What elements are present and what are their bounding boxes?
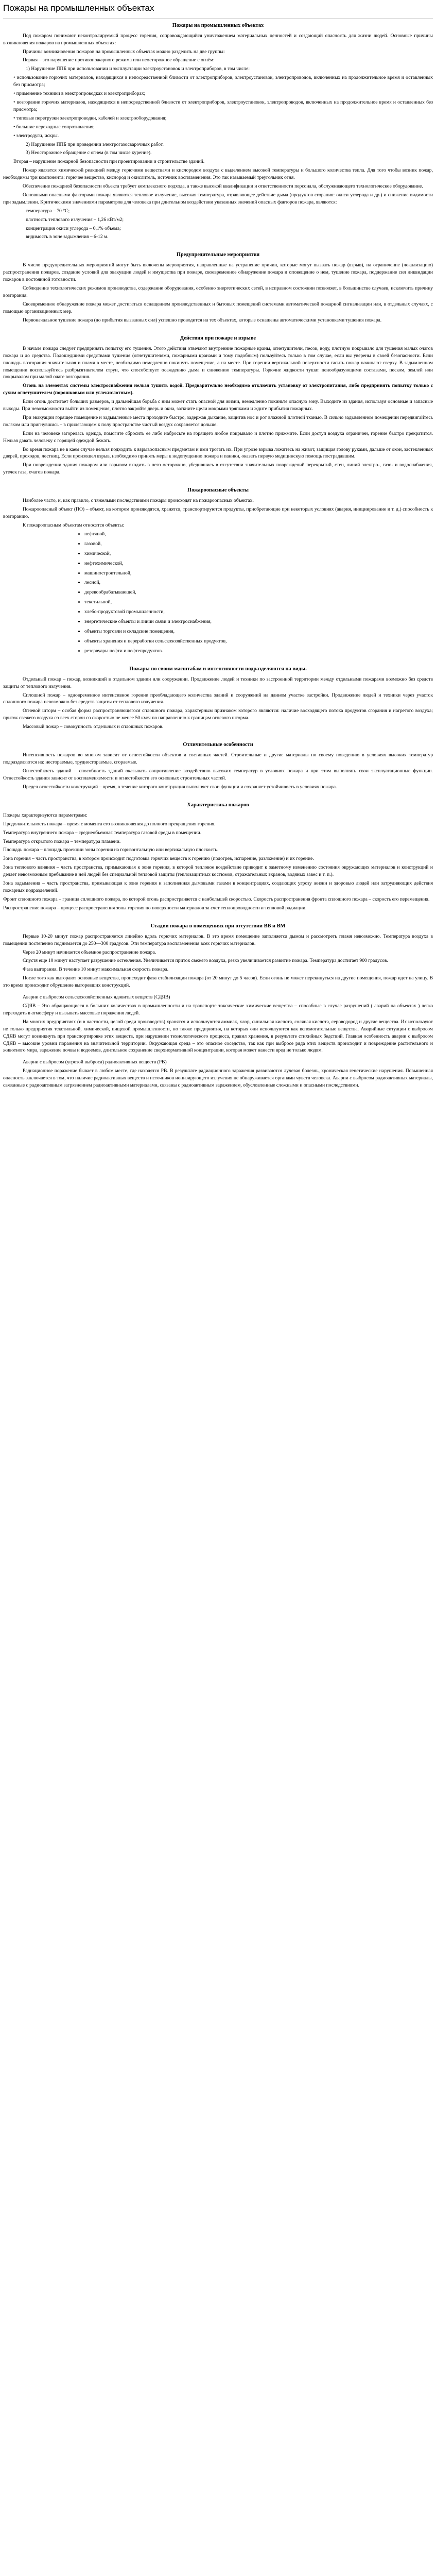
- paragraph: 1) Нарушение ППБ при использовании и эксплуатации электроустановок и электроприборов, в том числе:: [26, 66, 250, 72]
- section-hazardous-substances: [3, 994, 433, 1089]
- section-fire-types: [3, 676, 433, 731]
- paragraph: Температура открытого пожара – температура пламени.: [3, 838, 121, 844]
- section-heading-industrial-fires: Пожары на промышленных объектах: [172, 22, 264, 28]
- paragraph: Сплошной пожар – одновременное интенсивное горение преобладающего количества зданий и сооружений на данном участке застройки. Продвижение людей и техники через участок сплошного пожара невозможно без средств защиты от теплового излучения.: [3, 692, 433, 705]
- paragraph: Предел огнестойкости конструкций – время, в течение которого конструкция выполняет свои функции и сохраняет устойчивость в условиях пожара.: [23, 784, 337, 790]
- paragraph: Зона горения – часть пространства, в котором происходит подготовка горючих веществ к горению (подогрев, испарение, разложение) и их горение.: [3, 856, 314, 862]
- list-item: • газовой,: [84, 540, 433, 548]
- paragraph: Огнестойкость зданий – способность зданий оказывать сопротивление воздействию высоких температур в условиях пожара и при этом выполнять свои эксплуатационные функции. Огнестойкость здания зависит от воспламеняемости и огнестойкости его основных строительных частей.: [3, 768, 433, 781]
- paragraph: • возгорание горючих материалов, находящихся в непосредственной близости от электроприборов, электроустановок, электропроводов, включенных на продолжительное время и оставленных без присмотра;: [13, 99, 433, 112]
- section-fire-stages: [3, 933, 433, 989]
- paragraph: Если на человеке загорелась одежда, помогите сбросить ее либо набросьте на горящего любое покрывало и плотно прижмите. Если доступ воздуха ограничен, горение быстро прекратится. Нельзя давать человеку с горящей одеждой бежать.: [3, 430, 433, 444]
- paragraph: Огонь на элементах системы электроснабжения нельзя тушить водой. Предварительно необходимо отключить установку от электропитания, либо предпринять попытку только с сухим огнетушителем (порошковым или углекислотным).: [3, 383, 433, 396]
- list-item: • хлебо-продуктовой промышленности,: [84, 608, 433, 616]
- list-item: • нефтехимической,: [84, 560, 433, 567]
- paragraph: Фаза выгорания. В течение 10 минут максимальная скорость пожара.: [23, 967, 169, 973]
- list-item: • нефтяной,: [84, 531, 433, 538]
- paragraph: Зона теплового влияния – часть пространства, примыкающая к зоне горения, в которой тепловое воздействие приводит к заметному изменению состояния окружающих материалов и конструкций и делает невозможным пребывание в ней людей без специальной тепловой защиты (теплозащитных костюмов, отражательных экранов, водяных завес и т. п.).: [3, 865, 433, 878]
- paragraph: 2) Нарушение ППБ при проведении электрогазосварочных работ.: [26, 141, 164, 147]
- list-item: • объекты хранения и переработки сельскохозяйственных продуктов,: [84, 638, 433, 645]
- paragraph: Наиболее часто, и, как правило, с тяжелыми последствиями пожары происходят на пожароопасных объектах.: [23, 498, 254, 504]
- paragraph: К пожароопасным объектам относятся объекты:: [23, 522, 125, 528]
- list-item: • химической,: [84, 550, 433, 557]
- paragraph: Обеспечение пожарной безопасности объекта требует комплексного подхода, а также высокой квалификации и ответственности персонала, обслуживающего технологическое оборудование.: [23, 183, 423, 190]
- paragraph: При повреждении здания пожаром или взрывом входить в него осторожно, убедившись в отсутствии значительных повреждений перекрытий, стен, линий электро-, газо- и водоснабжения, утечек газа, очагов пожара.: [3, 462, 433, 476]
- section-industrial-fires: [3, 32, 433, 241]
- paragraph: температура – 70 °С;: [26, 208, 70, 214]
- section-characteristics: [3, 812, 433, 912]
- paragraph: Соблюдение технологических режимов производства, содержание оборудования, особенно энергетических сетей, в исправном состоянии позволяет, в большинстве случаев, исключить причину возгорания.: [3, 285, 433, 299]
- paragraph: Аварии с выбросом сельскохозяйственных ядовитых веществ (СДЯВ): [23, 994, 170, 1001]
- paragraph: Если огонь достигает больших размеров, и дальнейшая борьба с ним может стать опасной для жизни, немедленно покиньте опасную зону. Выходите из здания, используя основные и запасные выходы. При невозможности выйти из помещения, плотно закройте дверь и окна, заткните щели мокрыми тряпками и ждите прибытия пожарных.: [3, 399, 433, 412]
- paragraph: Интенсивность пожаров во многом зависит от огнестойкости объектов и составных частей. Строительные и другие материалы по своему поведению в условиях высоких температур подразделяются на: несгораемые, трудносгораемые, сгораемые.: [3, 752, 433, 766]
- paragraph: Причины возникновения пожаров на промышленных объектах можно разделить на две группы:: [23, 48, 225, 55]
- paragraph: В число предупредительных мероприятий могут быть включены мероприятия, направленные на устранение причин, которые могут вызвать пожар (взрыв), на ограничение (локализацию) распространения пожаров, создание условий для эвакуации людей и имущества при пожаре, своевременное обнаружение пожара и оповещение о нем, тушение пожара, поддержание сил ликвидации пожаров в постоянной готовности.: [3, 262, 433, 283]
- list-item: • лесной,: [84, 579, 433, 586]
- paragraph: Пожароопасный объект (ПО) – объект, на котором производятся, хранятся, транспортируются продукты, приобретающие при некоторых условиях (авария, инициирование и т. д.) способность к возгоранию.: [3, 506, 433, 520]
- paragraph: Вторая – нарушение пожарной безопасности при проектировании и строительстве зданий.: [13, 159, 205, 165]
- document: [0, 0, 436, 1111]
- paragraph: Первая – это нарушение противопожарного режима или неосторожное обращение с огнём:: [23, 57, 215, 63]
- paragraph: Распространение пожара – процесс распространения зоны горения по поверхности материалов за счет теплопроводности и тепловой радиации.: [3, 905, 307, 911]
- paragraph: Через 20 минут начинается объемное распространение пожара.: [23, 949, 156, 955]
- paragraph: Основными опасными факторами пожара являются тепловое излучение, высокая температура, отравляющее действие дыма (продуктов сгорания: окиси углерода и др.) и снижение видимости при задымлении. Критическими значениями параметров для человека при длительном воздействии указанных значений опасных факторов пожара, являются:: [3, 192, 433, 205]
- paragraph: Во время пожара не в каем случае нельзя подходить к взрывоопасным предметам и ими трогать их. При угрозе взрыва ложитесь на живот, защищая голову руками, дальше от окон, застекленных дверей, проходов, лестниц. Если произошел взрыв, необходимо принять меры к недопущению пожара и паники, оказать первую медицинскую помощь пострадавшим.: [3, 446, 433, 460]
- list-item: • энергетические объекты и линии связи и электроснабжения,: [84, 618, 433, 625]
- list-item: • деревообрабатывающей,: [84, 589, 433, 596]
- paragraph: В начале пожара следует предпринять попытку его тушения. Этого действия отвечают внутренние пожарные краны, огнетушители, песок, воду, плотную покрывало для тушения малых очагов пожара и до средства. Подошедшими средствами тушения (огнетушителями, пожарными кранами и тому подобным) пользуйтесь только в том случае, если вы уверены в своей безопасности. Если площадь возгорания значительная и пламя в месте, необходимо немедленно покинуть помещение, а на месте. При горении вертикальной поверхности гасить пожар начинают сверху. В задымленном помещении воспользуйтесь разбрызгивателем струи, что способствует осаждению дыма и снижению температуры. Горючие жидкости тушат пенообразующими составами, песком, землей или покрывалом при малой очаге возгорания.: [3, 345, 433, 380]
- paragraph: Первые 10-20 минут пожар распространяется линейно вдоль горючих материалов. В это время помещение заполняется дымом и рассмотреть пламя невозможно. Температура воздуха в помещении постепенно поднимается до 250—300 градусов. Эти температура воспламенения всех горючих материалов.: [3, 933, 433, 946]
- paragraph: • электродуги, искры.: [13, 132, 59, 139]
- paragraph: СДЯВ – Это обращающиеся в больших количествах в промышленности и на транспорте токсические химические вещества – способные в случае разрушений ( аварий на объектах ) легко переходить в атмосферу и вызывать массовые поражения людей.: [3, 1003, 433, 1016]
- list-item: • машиностроительной,: [84, 570, 433, 577]
- section-fire-hazard-objects: [3, 497, 433, 529]
- paragraph: После того как выгорают основные вещества, происходит фаза стабилизации пожара (от 20 минут до 5 часов). Если огонь не может перекинуться на другие помещения, пожар идет на улицу. В это время происходит обрушение выгоревших конструкций.: [3, 975, 433, 989]
- paragraph: Продолжительность пожара – время с момента его возникновения до полного прекращения горения.: [3, 821, 216, 827]
- section-heading-actions: Действия при пожаре и взрыве: [180, 335, 256, 341]
- paragraph: На многих предприятиях (и в частности, целой среди производств) хранятся и используются аммиак, хлор, синильная кислота, соляная кислота, сероводород и другие вещества. Их используют не только предприятия текстильной, химической, пищевой промышленности, но также предприятия, на которых они используются как вспомогательные вещества. Аварийные ситуации с выбросом СДЯВ могут возникнуть при транспортировке этих веществ, при нарушении технологического процесса, правил хранения, в результате стихийных бедствий. Главная особенность аварии с выбросом СДЯВ – высокие уровни поражения на значительной территории. Окружающая среда – это опасное соседство, так как при выбросе ряда этих веществ происходит и повреждение растительного и животного мира, заражение почвы и водоемов, длительное сохранение сверхнормативной концентрации, которая может нанести вред не только людям.: [3, 1019, 433, 1054]
- paragraph: • применение техники в электропроводках и электроприборах;: [13, 91, 146, 97]
- paragraph: Зона задымления – часть пространства, примыкающая к зоне горения и заполненная дымовыми газами в концентрациях, создающих угрозу жизни и здоровью людей или затрудняющих действия пожарных подразделений.: [3, 880, 433, 893]
- section-features: [3, 752, 433, 791]
- list-item: • объекты торговли и складские помещения,: [84, 628, 433, 635]
- list-item: • резервуары нефти и нефтепродуктов.: [84, 648, 433, 655]
- paragraph: При эвакуации горящее помещение и задымленные места проходите быстро, задержав дыхание, защитив нос и рот влажной плотной тканью. В сильно задымленном помещении передвигайтесь ползком или пригнувшись – в прилегающем к полу пространстве чистый воздух сохраняется дольше.: [3, 414, 433, 428]
- paragraph: Спустя еще 10 минут наступает разрушение остекления. Увеличивается приток свежего воздуха, резко увеличивается развитие пожара. Температура достигает 900 градусов.: [23, 958, 388, 964]
- list-item: • текстильной,: [84, 599, 433, 606]
- section-heading-preventive-measures: Предупредительные мероприятия: [176, 252, 260, 258]
- paragraph: Температура внутреннего пожара – среднеобъемная температура газовой среды в помещении.: [3, 829, 202, 836]
- paragraph: Своевременное обнаружение пожара может достигаться оснащением производственных и бытовых помещений системами автоматической пожарной сигнализации или, в отдельных случаях, с помощью организационных мер.: [3, 301, 433, 314]
- paragraph: плотность теплового излучения – 1,26 кВт/м2;: [26, 216, 124, 223]
- paragraph: Первоначальное тушение пожара (до прибытия вызванных сил) успешно проводится на тех объектах, которые оснащены автоматическими установками тушения пожара.: [23, 317, 382, 323]
- section-heading-features: Отличительные особенности: [183, 742, 253, 748]
- fire-hazard-objects-list: [3, 531, 433, 655]
- page-title: Пожары на промышленных объектах: [3, 0, 433, 19]
- paragraph: Огневой шторм – особая форма распространяющегося сплошного пожара, характерным признаком которого являются: наличие восходящего потока продуктов сгорания и нагретого воздуха; приток свежего воздуха со всех сторон со скоростью не менее 50 км/ч по направлению к границам огневого шторма.: [3, 708, 433, 721]
- paragraph: Пожары характеризуются параметрами:: [3, 812, 88, 818]
- paragraph: Массовый пожар – совокупность отдельных и сплошных пожаров.: [23, 724, 164, 730]
- paragraph: Отдельный пожар – пожар, возникший в отдельном здании или сооружении. Продвижение людей и техники по застроенной территории между отдельными пожарами возможно без средств защиты от теплового излучения.: [3, 676, 433, 689]
- section-heading-fire-hazard-objects: Пожароопасные объекты: [187, 487, 249, 494]
- paragraph: Аварии с выбросом (угрозой выброса) радиоактивных веществ (РВ): [23, 1059, 167, 1065]
- paragraph: 3) Неосторожное обращение с огнем (в том числе курение).: [26, 150, 152, 156]
- paragraph: Площадь пожара – площадь проекции зоны горения на горизонтальную или вертикальную плоскость.: [3, 847, 219, 853]
- section-heading-fire-types: Пожары по своим масштабам и интенсивности подразделяются на виды.: [129, 666, 307, 672]
- section-actions: [3, 345, 433, 476]
- paragraph: • большие переходные сопротивления;: [13, 124, 95, 130]
- paragraph: видимость в зоне задымления – 6-12 м.: [26, 234, 109, 240]
- paragraph: Под пожаром понимают неконтролируемый процесс горения, сопровождающийся уничтожением материальных ценностей и создающий опасность для жизни людей. Основные причины возникновения пожаров на промышленных объектах:: [3, 32, 433, 46]
- section-preventive-measures: [3, 262, 433, 324]
- section-heading-characteristics: Характеристика пожаров: [187, 802, 249, 808]
- paragraph: • типовые перегрузки электропроводки, кабелей и электрооборудования;: [13, 115, 167, 121]
- paragraph: концентрация окиси углерода – 0,1% объема;: [26, 225, 121, 231]
- paragraph: Пожар является химической реакцией между горючими веществами и кислородом воздуха с выделением высокой температуры и большого количества тепла. Для того чтобы возник пожар, необходимы три компонента: горючее вещество, кислород и окислитель, источник воспламенения. Это так называемый треугольник огня.: [3, 167, 433, 181]
- paragraph: Радиационное поражение бывает в любом месте, где находятся РВ. В результате радиационного заражения развиваются лучевая болезнь, хроническая генетические нарушения. Повышенная опасность заключается в том, что наличие радиоактивных веществ и источников ионизирующего излучения не обнаруживается органами чувств человека. Аварии с выбросом радиоактивных материалы, связанные с радиоактивным загрязнением радиоактивными материалами, связаны с радиоактивным заражением, обусловленные сложными и опасными последствиями.: [3, 1068, 433, 1089]
- section-heading-fire-stages: Стадии пожара в помещениях при отсутствии ВВ и ВМ: [150, 923, 286, 929]
- paragraph: • использование горючих материалов, находящихся в непосредственной близости от электроприборов, электроустановок, электропроводов, включенных на продолжительное время и оставленных без присмотра;: [13, 75, 433, 88]
- paragraph: Фронт сплошного пожара – граница сплошного пожара, по которой огонь распространяется с наибольшей скоростью. Скорость распространения фронта сплошного пожара – скорость его перемещения.: [3, 896, 430, 902]
